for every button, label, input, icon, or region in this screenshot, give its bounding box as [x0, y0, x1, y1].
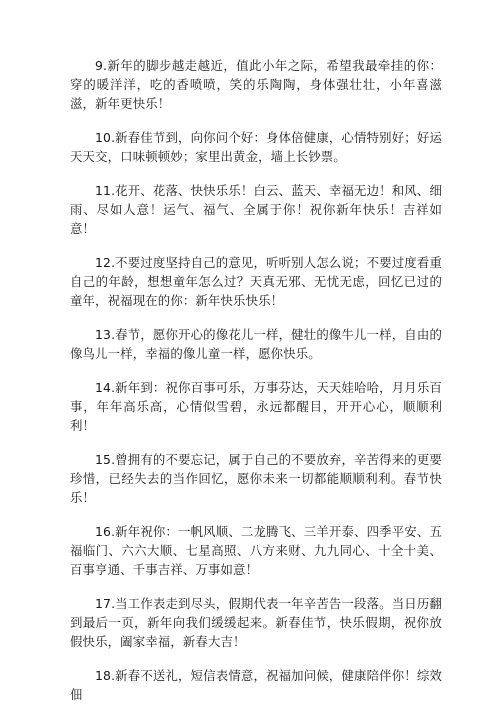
greeting-paragraph-11: 11.花开、花落、快快乐乐！白云、蓝天、幸福无边！和风、细雨、尽如人意！运气、福气、全属于你！祝你新年快乐！吉祥如意！ [70, 183, 442, 236]
greeting-paragraph-16: 16.新年祝你：一帆风顺、二龙腾飞、三羊开泰、四季平安、五福临门、六六大顺、七星高照、八方来财、九九同心、十全十美、百事亨通、千事吉祥、万事如意！ [70, 524, 442, 577]
greeting-paragraph-15: 15.曾拥有的不要忘记，属于自己的不要放弃，辛苦得来的更要珍惜，已经失去的当作回忆，愿你未来一切都能顺顺利利。春节快乐！ [70, 452, 442, 505]
document-body [70, 56, 442, 719]
greeting-paragraph-10: 10.新春佳节到，向你问个好：身体倍健康，心情特别好；好运天天交，口味顿顿妙；家里出黄金，墙上长钞票。 [70, 130, 442, 164]
greeting-paragraph-17: 17.当工作表走到尽头，假期代表一年辛苦告一段落。当日历翻到最后一页，新年向我们缓缓起来。新春佳节，快乐假期，祝你放假快乐，阖家幸福，新春大吉！ [70, 596, 442, 649]
greeting-paragraph-12: 12.不要过度坚持自己的意见，听听别人怎么说；不要过度看重自己的年龄，想想童年怎么过？天真无邪、无忧无虑，回忆已过的童年，祝福现在的你：新年快乐快乐！ [70, 255, 442, 308]
greeting-paragraph-13: 13.春节，愿你开心的像花儿一样，健壮的像牛儿一样，自由的像鸟儿一样，幸福的像儿童一样，愿你快乐。 [70, 327, 442, 361]
greeting-paragraph-18: 18.新春不送礼，短信表情意，祝福加问候，健康陪伴你！综效佃 [70, 668, 442, 702]
greeting-paragraph-9: 9.新年的脚步越走越近，值此小年之际，希望我最牵挂的你：穿的暖洋洋，吃的香喷喷，笑的乐陶陶，身体强壮壮，小年喜滋滋，新年更快乐！ [70, 58, 442, 111]
greeting-paragraph-14: 14.新年到：祝你百事可乐，万事芬达，天天娃哈哈，月月乐百事，年年高乐高，心情似雪碧，永远都醒目，开开心心，顺顺利利！ [70, 380, 442, 433]
